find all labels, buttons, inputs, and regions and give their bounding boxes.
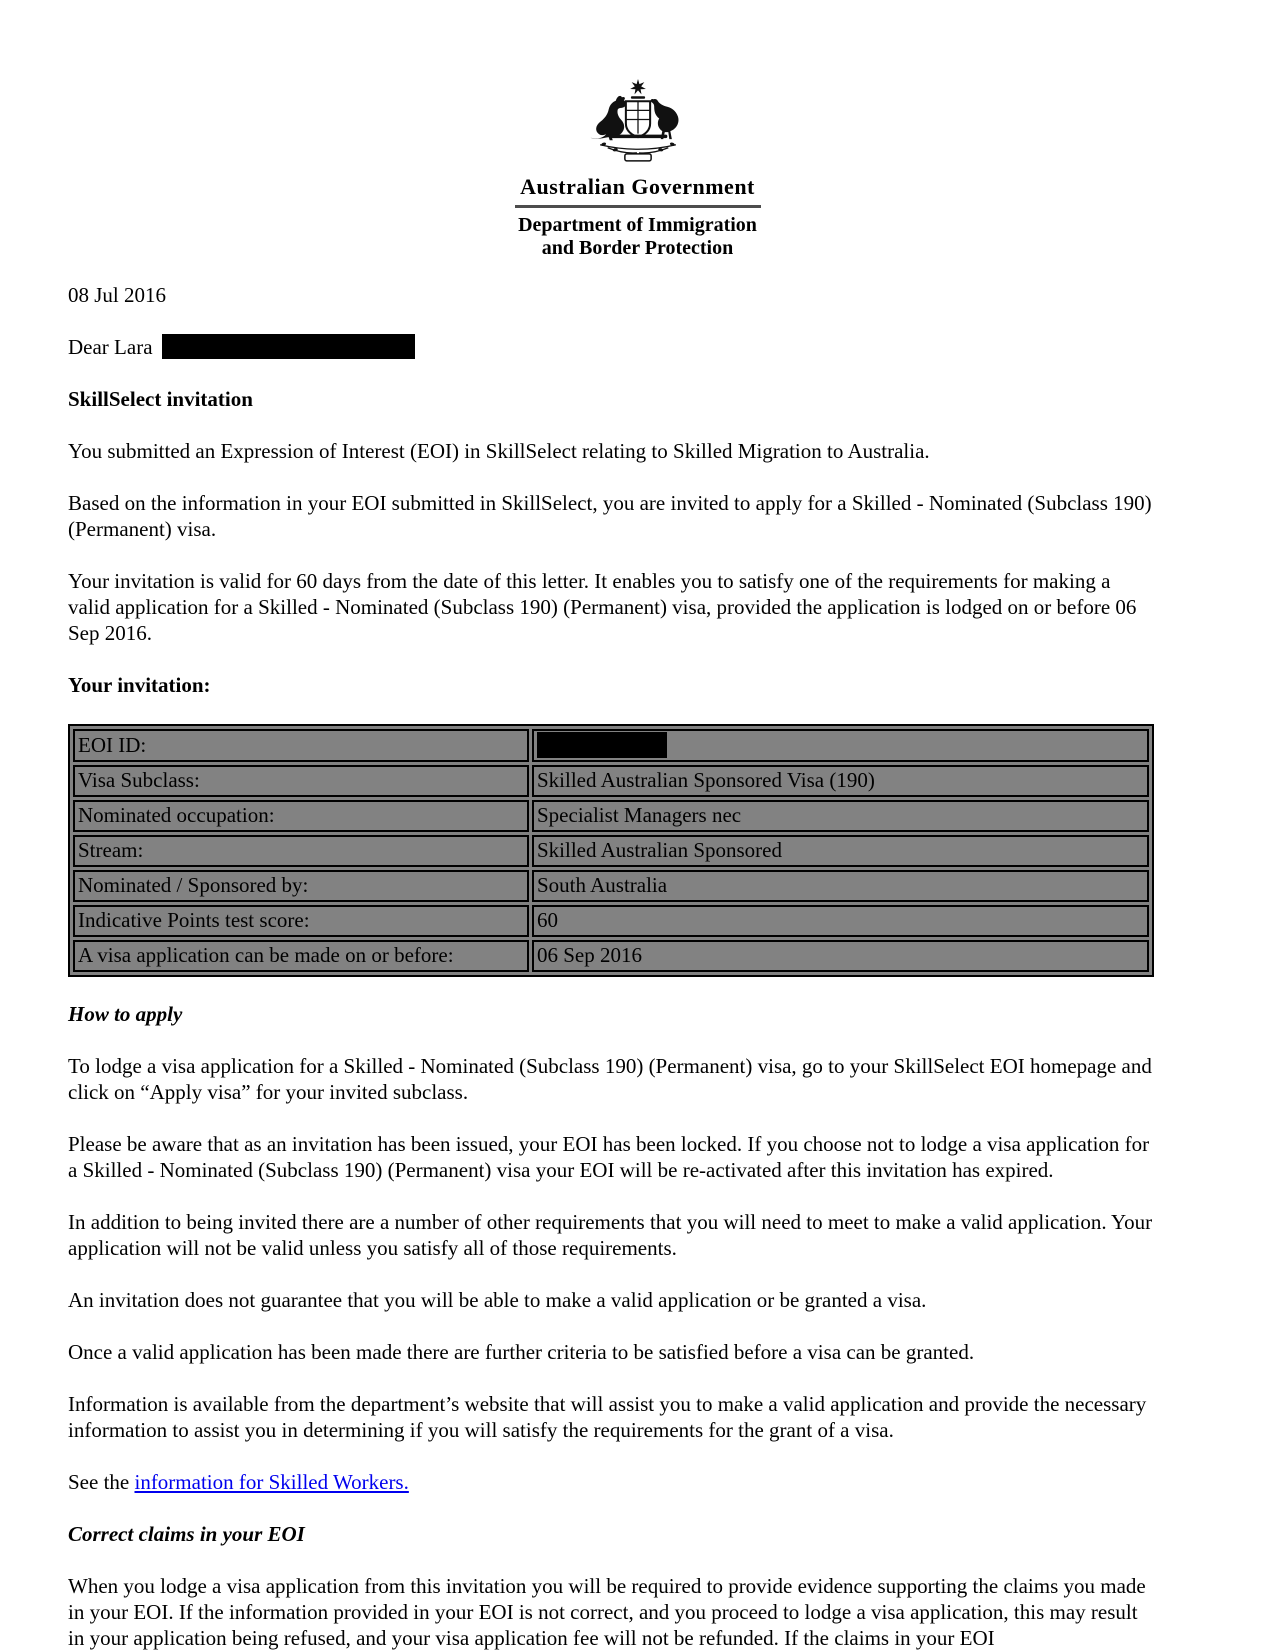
how-to-apply-heading: How to apply: [68, 1002, 183, 1026]
department-name-line1: Department of Immigration: [518, 214, 757, 236]
table-row: [73, 765, 1149, 797]
redacted-recipient-name: [162, 334, 415, 359]
wattle-branch-icon: [600, 145, 676, 153]
row-label-nominated-sponsored-by: Nominated / Sponsored by:: [73, 870, 529, 902]
skilled-workers-link[interactable]: information for Skilled Workers.: [134, 1470, 409, 1494]
correct-claims-paragraph-1: When you lodge a visa application from this invitation you will be required to provide evidence supporting the claims you made in your EOI. If the information provided in your EOI is not correct, and you proceed to lodge a visa application, this may result in your application being refused, and your visa application fee will not be refunded. If the claims in your EOI: [68, 1574, 1146, 1650]
invitation-table-heading: Your invitation:: [68, 673, 211, 697]
row-value-nominated-sponsored-by: South Australia: [532, 870, 1149, 902]
row-value-points-score: 60: [532, 905, 1149, 937]
department-name: [0, 214, 1275, 260]
government-name: Australian Government: [520, 174, 755, 199]
letter-date: 08 Jul 2016: [68, 283, 167, 307]
letterhead-divider: [515, 205, 761, 208]
invited-paragraph: Based on the information in your EOI submitted in SkillSelect, you are invited to apply for a Skilled - Nominated (Subclass 190) (Permanent) visa.: [68, 491, 1152, 541]
salutation-row: [68, 334, 1154, 360]
redacted-eoi-id: [537, 732, 667, 758]
row-value-nominated-occupation: Specialist Managers nec: [532, 800, 1149, 832]
row-value-stream: Skilled Australian Sponsored: [532, 835, 1149, 867]
row-label-made-on-or-before: A visa application can be made on or before:: [73, 940, 529, 972]
scroll-banner-icon: [624, 154, 650, 161]
shield-icon: [625, 101, 649, 137]
letter-body: [68, 282, 1154, 1650]
salutation-text: Dear Lara: [68, 335, 153, 359]
row-value-visa-subclass: Skilled Australian Sponsored Visa (190): [532, 765, 1149, 797]
row-label-visa-subclass: Visa Subclass:: [73, 765, 529, 797]
how-to-apply-paragraph-6: Information is available from the department’s website that will assist you to make a valid application and provide the necessary information to assist you in determining if you will satisfy the requirements for the grant of a visa.: [68, 1392, 1147, 1442]
how-to-apply-paragraph-5: Once a valid application has been made there are further criteria to be satisfied before a visa can be granted.: [68, 1340, 975, 1364]
table-row: [73, 800, 1149, 832]
correct-claims-heading: Correct claims in your EOI: [68, 1522, 305, 1546]
row-label-eoi-id: EOI ID:: [73, 729, 529, 762]
row-label-points-score: Indicative Points test score:: [73, 905, 529, 937]
row-value-made-on-or-before: 06 Sep 2016: [532, 940, 1149, 972]
department-name-line2: and Border Protection: [541, 237, 734, 259]
invitation-table: [68, 724, 1154, 977]
row-value-eoi-id: [532, 729, 1149, 762]
table-row: [73, 905, 1149, 937]
table-row: [73, 729, 1149, 762]
how-to-apply-paragraph-4: An invitation does not guarantee that you will be able to make a valid application or be granted a visa.: [68, 1288, 927, 1312]
how-to-apply-paragraph-2: Please be aware that as an invitation has been issued, your EOI has been locked. If you choose not to lodge a visa application for a Skilled - Nominated (Subclass 190) (Permanent) visa your EOI will be re-activated after this invitation has expired.: [68, 1132, 1150, 1182]
how-to-apply-paragraph-3: In addition to being invited there are a number of other requirements that you will need to meet to make a valid application. Your application will not be valid unless you satisfy all of those requirements.: [68, 1210, 1153, 1260]
table-row: [73, 940, 1149, 972]
table-row: [73, 870, 1149, 902]
see-the-prefix: See the: [68, 1470, 135, 1494]
intro-paragraph: You submitted an Expression of Interest (EOI) in SkillSelect relating to Skilled Migration to Australia.: [68, 439, 930, 463]
emu-icon: [650, 99, 678, 139]
row-label-nominated-occupation: Nominated occupation:: [73, 800, 529, 832]
how-to-apply-paragraph-1: To lodge a visa application for a Skilled - Nominated (Subclass 190) (Permanent) visa, go to your SkillSelect EOI homepage and click on “Apply visa” for your invited subclass.: [68, 1054, 1152, 1104]
letterhead: [0, 0, 1275, 260]
kangaroo-icon: [590, 96, 625, 140]
row-label-stream: Stream:: [73, 835, 529, 867]
commonwealth-star-icon: [630, 79, 646, 94]
table-row: [73, 835, 1149, 867]
subject-heading: SkillSelect invitation: [68, 387, 253, 411]
validity-paragraph: Your invitation is valid for 60 days from the date of this letter. It enables you to satisfy one of the requirements for making a valid application for a Skilled - Nominated (Subclass 190) (Permanent) visa, provided the application is lodged on or before 06 Sep 2016.: [68, 569, 1137, 645]
australian-coat-of-arms-icon: [563, 74, 713, 170]
see-the-line: [68, 1469, 1154, 1495]
